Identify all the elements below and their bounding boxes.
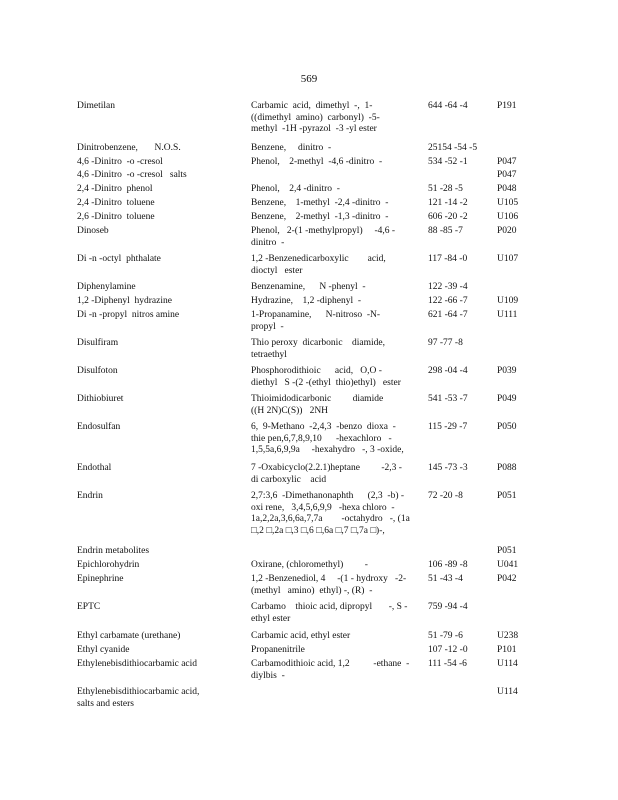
substance-name-line: Endothal xyxy=(77,463,112,473)
chemical-name xyxy=(251,463,419,486)
substance-name-line: 1,2 -Diphenyl hydrazine xyxy=(77,296,172,306)
chemical-name-line: Carbamo thioic acid, dipropyl -, S - xyxy=(251,602,408,612)
waste-code: P049 xyxy=(497,394,517,404)
waste-code: P051 xyxy=(497,491,517,501)
cas-number: 117 -84 -0 xyxy=(428,254,468,264)
cas-number: 72 -20 -8 xyxy=(428,491,463,501)
chemical-name-line: diylbis - xyxy=(251,670,285,681)
substance-name-line: 4,6 -Dinitro -o -cresol xyxy=(77,157,163,167)
substance-name xyxy=(77,212,247,224)
substance-name xyxy=(77,282,247,294)
waste-code: U106 xyxy=(497,212,519,222)
chemical-name-line: □,2 □,2a □,3 □,6 □,6a □,7 □,7a □)-, xyxy=(251,525,385,536)
chemical-name-line xyxy=(251,546,419,558)
chemical-name xyxy=(251,254,419,277)
substance-name xyxy=(77,463,247,475)
waste-code: P039 xyxy=(497,366,517,376)
substance-name xyxy=(77,101,247,113)
substance-name xyxy=(77,226,247,238)
cas-number: 107 -12 -0 xyxy=(428,645,468,655)
cas-number: 51 -79 -6 xyxy=(428,631,463,641)
substance-name-line: 2,4 -Dinitro phenol xyxy=(77,184,153,194)
chemical-name-line: Phenol, 2-(1 -methylpropyl) -4,6 - xyxy=(251,226,396,236)
chemical-name xyxy=(251,296,419,308)
substance-name-line: Dinoseb xyxy=(77,226,109,236)
cas-number: 106 -89 -8 xyxy=(428,560,468,570)
waste-code: P047 xyxy=(497,170,517,180)
chemical-name xyxy=(251,631,419,643)
substance-name-line: EPTC xyxy=(77,602,101,612)
chemical-name xyxy=(251,491,419,537)
substance-name xyxy=(77,394,247,406)
chemical-name-line: Carbamic acid, ethyl ester xyxy=(251,631,351,641)
chemical-name xyxy=(251,687,419,699)
chemical-name-line: dioctyl ester xyxy=(251,265,303,276)
substance-name-line: Dinitrobenzene, N.O.S. xyxy=(77,143,181,153)
substance-name-line: Endrin xyxy=(77,491,103,501)
substance-name-line: Di -n -octyl phthalate xyxy=(77,254,161,264)
chemical-name-line: Thio peroxy dicarbonic diamide, xyxy=(251,338,386,348)
substance-name xyxy=(77,645,247,657)
substance-name xyxy=(77,338,247,350)
substance-name xyxy=(77,560,247,572)
chemical-name-line: (methyl amino) ethyl) -, (R) - xyxy=(251,585,373,596)
chemical-name-line: ((dimethyl amino) carbonyl) -5- xyxy=(251,112,380,123)
cas-number: 534 -52 -1 xyxy=(428,157,468,167)
chemical-name xyxy=(251,282,419,294)
chemical-name-line: Oxirane, (chloromethyl) - xyxy=(251,560,368,570)
chemical-name-line: 1a,2,2a,3,6,6a,7,7a -octahydro -, (1a xyxy=(251,514,410,525)
cas-number: 111 -54 -6 xyxy=(428,659,467,669)
chemical-name-line: Phenol, 2,4 -dinitro - xyxy=(251,184,340,194)
chemical-name-line: Propanenitrile xyxy=(251,645,305,655)
substance-name xyxy=(77,170,247,182)
cas-number: 759 -94 -4 xyxy=(428,602,468,612)
chemical-name xyxy=(251,394,419,417)
chemical-name-line: 1-Propanamine, N-nitroso -N- xyxy=(251,310,381,320)
chemical-name-line xyxy=(251,170,419,182)
substance-name-line: Dimetilan xyxy=(77,101,115,111)
substance-name xyxy=(77,157,247,169)
cas-number: 644 -64 -4 xyxy=(428,101,468,111)
chemical-name-line: 6, 9-Methano -2,4,3 -benzo dioxa - xyxy=(251,422,396,432)
chemical-name-line: dinitro - xyxy=(251,237,285,248)
substance-name-line: 2,4 -Dinitro toluene xyxy=(77,198,155,208)
chemical-name xyxy=(251,143,419,155)
substance-name-line: salts and esters xyxy=(77,698,134,709)
substance-name-line: Epinephrine xyxy=(77,574,124,584)
chemical-name-line: Benzene, 1-methyl -2,4 -dinitro - xyxy=(251,198,389,208)
chemical-name xyxy=(251,546,419,558)
waste-code: P042 xyxy=(497,574,517,584)
substance-name xyxy=(77,602,247,614)
chemical-name-line: Benzenamine, N -phenyl - xyxy=(251,282,366,292)
waste-code: U109 xyxy=(497,296,519,306)
cas-number: 145 -73 -3 xyxy=(428,463,468,473)
chemical-name-line: 1,5,5a,6,9,9a -hexahydro -, 3 -oxide, xyxy=(251,445,404,456)
substance-name-line: Disulfiram xyxy=(77,338,119,348)
chemical-name-line: Hydrazine, 1,2 -diphenyl - xyxy=(251,296,362,306)
cas-number: 97 -77 -8 xyxy=(428,338,463,348)
substance-name-line: Endrin metabolites xyxy=(77,546,150,556)
chemical-name-line: 1,2 -Benzenediol, 4 -(1 - hydroxy -2- xyxy=(251,574,407,584)
chemical-name-line: Thioimidodicarbonic diamide xyxy=(251,394,384,404)
substance-name-line: 2,6 -Dinitro toluene xyxy=(77,212,155,222)
substance-name-line: Disulfoton xyxy=(77,366,118,376)
substance-name xyxy=(77,184,247,196)
substance-name xyxy=(77,687,247,710)
waste-code: U238 xyxy=(497,631,519,641)
cas-number: 606 -20 -2 xyxy=(428,212,468,222)
waste-code: U041 xyxy=(497,560,519,570)
substance-name xyxy=(77,659,247,671)
cas-number: 122 -39 -4 xyxy=(428,282,468,292)
chemical-name-line: thie pen,6,7,8,9,10 -hexachloro - xyxy=(251,433,392,444)
substance-name xyxy=(77,491,247,503)
substance-name xyxy=(77,631,247,643)
chemical-name xyxy=(251,184,419,196)
chemical-name-line: methyl -1H -pyrazol -3 -yl ester xyxy=(251,124,377,135)
substance-name xyxy=(77,310,247,322)
waste-code: P191 xyxy=(497,101,517,111)
waste-code: U111 xyxy=(497,310,518,320)
cas-number: 621 -64 -7 xyxy=(428,310,468,320)
waste-code: U114 xyxy=(497,687,518,697)
cas-number: 51 -43 -4 xyxy=(428,574,463,584)
substance-name xyxy=(77,574,247,586)
chemical-name-line: Carbamic acid, dimethyl -, 1- xyxy=(251,101,373,111)
chemical-name xyxy=(251,338,419,361)
substance-name-line: Ethyl carbamate (urethane) xyxy=(77,631,181,641)
cas-number: 122 -66 -7 xyxy=(428,296,468,306)
chemical-name-line: di carboxylic acid xyxy=(251,474,327,485)
chemical-name-line: 2,7:3,6 -Dimethanonaphth (2,3 -b) - xyxy=(251,491,405,501)
chemical-name-line xyxy=(251,687,419,699)
chemical-name-line: propyl - xyxy=(251,321,284,332)
chemical-name-line: Phosphorodithioic acid, O,O - xyxy=(251,366,382,376)
chemical-name-line: ethyl ester xyxy=(251,613,291,624)
substance-name-line: 4,6 -Dinitro -o -cresol salts xyxy=(77,170,187,180)
chemical-name-line: Benzene, 2-methyl -1,3 -dinitro - xyxy=(251,212,389,222)
chemical-name xyxy=(251,212,419,224)
chemical-name xyxy=(251,602,419,625)
chemical-name xyxy=(251,101,419,136)
waste-code: P088 xyxy=(497,463,517,473)
chemical-name xyxy=(251,645,419,657)
waste-code: P020 xyxy=(497,226,517,236)
chemical-name xyxy=(251,422,419,457)
waste-code: U105 xyxy=(497,198,519,208)
substance-name-line: Ethylenebisdithiocarbamic acid, xyxy=(77,687,200,697)
chemical-name xyxy=(251,198,419,210)
cas-number: 298 -04 -4 xyxy=(428,366,468,376)
cas-number: 541 -53 -7 xyxy=(428,394,468,404)
cas-number: 121 -14 -2 xyxy=(428,198,468,208)
chemical-name xyxy=(251,366,419,389)
substance-name xyxy=(77,143,247,155)
chemical-name-line: 7 -Oxabicyclo(2.2.1)heptane -2,3 - xyxy=(251,463,402,473)
chemical-name xyxy=(251,659,419,682)
waste-code: P051 xyxy=(497,546,517,556)
substance-name-line: Di -n -propyl nitros amine xyxy=(77,310,180,320)
cas-number: 51 -28 -5 xyxy=(428,184,463,194)
chemical-name-line: Carbamodithioic acid, 1,2 -ethane - xyxy=(251,659,410,669)
substance-name-line: Epichlorohydrin xyxy=(77,560,140,570)
chemical-name xyxy=(251,170,419,182)
waste-code: P101 xyxy=(497,645,517,655)
substance-name xyxy=(77,366,247,378)
waste-code: U107 xyxy=(497,254,519,264)
substance-name xyxy=(77,422,247,434)
chemical-name-line: ((H 2N)C(S)) 2NH xyxy=(251,405,329,416)
cas-number: 115 -29 -7 xyxy=(428,422,468,432)
substance-name-line: Diphenylamine xyxy=(77,282,136,292)
substance-name xyxy=(77,198,247,210)
chemical-name xyxy=(251,157,419,169)
substance-name-line: Endosulfan xyxy=(77,422,121,432)
waste-code: P047 xyxy=(497,157,517,167)
chemical-name-line: Benzene, dinitro - xyxy=(251,143,332,153)
cas-number: 88 -85 -7 xyxy=(428,226,463,236)
substance-name-line: Dithiobiuret xyxy=(77,394,124,404)
substance-name xyxy=(77,296,247,308)
substance-name-line: Ethyl cyanide xyxy=(77,645,130,655)
chemical-name-line: diethyl S -(2 -(ethyl thio)ethyl) ester xyxy=(251,377,401,388)
page-number: 569 xyxy=(300,73,318,85)
chemical-name xyxy=(251,574,419,597)
substance-name xyxy=(77,254,247,266)
waste-code: P050 xyxy=(497,422,517,432)
chemical-name xyxy=(251,310,419,333)
chemical-name-line: oxi rene, 3,4,5,6,9,9 -hexa chloro - xyxy=(251,502,395,513)
substance-name xyxy=(77,546,247,558)
substance-name-line: Ethylenebisdithiocarbamic acid xyxy=(77,659,198,669)
chemical-name xyxy=(251,560,419,572)
chemical-name-line: 1,2 -Benzenedicarboxylic acid, xyxy=(251,254,386,264)
chemical-name-line: tetraethyl xyxy=(251,349,287,360)
waste-code: P048 xyxy=(497,184,517,194)
waste-code: U114 xyxy=(497,659,518,669)
cas-number: 25154 -54 -5 xyxy=(428,143,478,153)
chemical-name xyxy=(251,226,419,249)
chemical-name-line: Phenol, 2-methyl -4,6 -dinitro - xyxy=(251,157,383,167)
